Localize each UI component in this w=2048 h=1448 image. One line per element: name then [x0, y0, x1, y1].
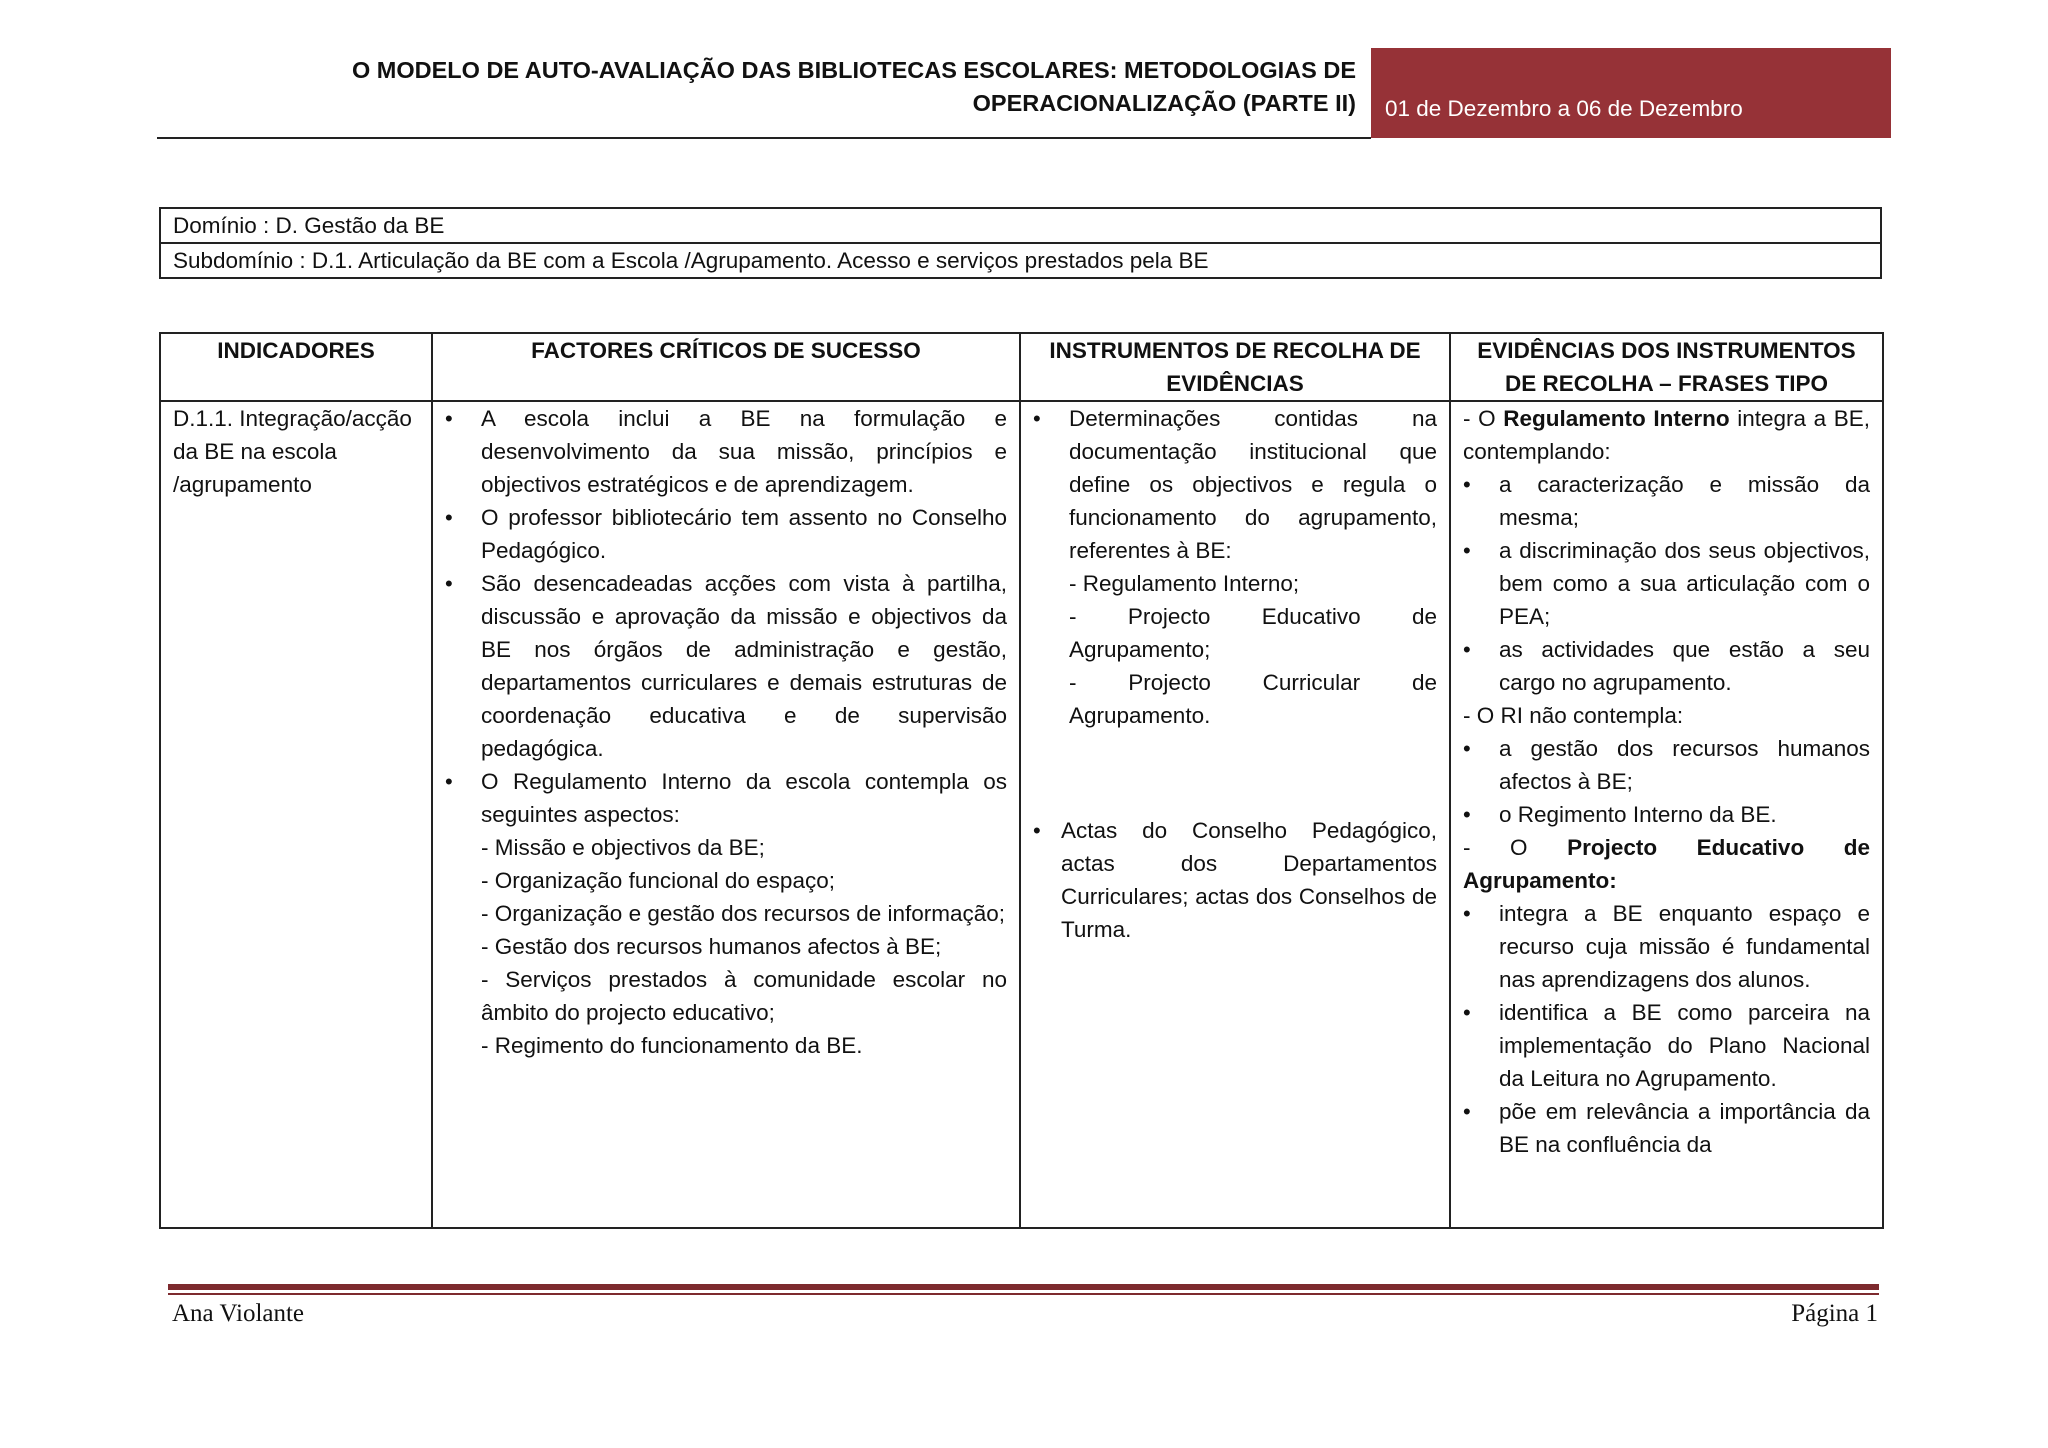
indicador-text: D.1.1. Integração/acção da BE na escola /agrupamento	[173, 406, 412, 497]
factor-bullet: • O Regulamento Interno da escola contempla os seguintes aspectos:	[445, 765, 1007, 831]
header-title-line2: OPERACIONALIZAÇÃO (PARTE II)	[972, 90, 1356, 116]
evidencia-bullet: • põe em relevância a importância da BE na confluência da	[1463, 1095, 1870, 1161]
factor-subitem: - Organização funcional do espaço;	[481, 868, 835, 893]
ri-suffix: integra a BE, contemplando:	[1463, 406, 1870, 464]
factor-subitem: - Missão e objectivos da BE;	[481, 835, 765, 860]
evidencia-bullet: • integra a BE enquanto espaço e recurso cuja missão é fundamental nas aprendizagens dos alunos.	[1463, 897, 1870, 996]
instrumento-subitem: - Projecto Educativo de Agrupamento;	[1069, 604, 1437, 662]
evidencia-ri-not: - O RI não contempla:	[1463, 703, 1684, 728]
factor-subitem: - Organização e gestão dos recursos de informação;	[481, 901, 1006, 926]
evidencia-ri-intro	[1463, 402, 1870, 468]
spacer	[1033, 732, 1437, 814]
footer-page-number: Página 1	[1791, 1300, 1878, 1327]
header-factores: FACTORES CRÍTICOS DE SUCESSO	[432, 333, 1020, 401]
header-indicadores: INDICADORES	[160, 333, 432, 401]
instrumento-bullet: • Determinações contidas na documentação institucional que define os objectivos e regula o funcionamento do agrupamento, referentes à BE:	[1033, 402, 1437, 567]
evidencia-bullet: • o Regimento Interno da BE.	[1463, 798, 1870, 831]
instrumentos-cell	[1020, 401, 1450, 1228]
header-rule	[157, 137, 1371, 139]
domain-table	[159, 207, 1882, 279]
table-header-row	[160, 333, 1883, 401]
document-header-title	[160, 54, 1356, 120]
header-date-range: 01 de Dezembro a 06 de Dezembro	[1385, 96, 1743, 121]
footer-author: Ana Violante	[172, 1300, 305, 1327]
footer-rule	[168, 1284, 1879, 1290]
factor-subitem: - Serviços prestados à comunidade escolar no âmbito do projecto educativo;	[481, 967, 1007, 1025]
ri-prefix: - O	[1463, 406, 1504, 431]
factor-subitem: - Gestão dos recursos humanos afectos à BE;	[481, 934, 942, 959]
pe-bold: Projecto Educativo de Agrupamento:	[1463, 835, 1870, 893]
evidencia-bullet: • a discriminação dos seus objectivos, bem como a sua articulação com o PEA;	[1463, 534, 1870, 633]
header-title-line1: O MODELO DE AUTO-AVALIAÇÃO DAS BIBLIOTECAS ESCOLARES: METODOLOGIAS DE	[351, 57, 1356, 83]
evidencia-bullet: • a gestão dos recursos humanos afectos à BE;	[1463, 732, 1870, 798]
evidencia-bullet: • a caracterização e missão da mesma;	[1463, 468, 1870, 534]
factor-bullet: • A escola inclui a BE na formulação e desenvolvimento da sua missão, princípios e objectivos estratégicos e de aprendizagem.	[445, 402, 1007, 501]
subdominio-cell: Subdomínio : D.1. Articulação da BE com a Escola /Agrupamento. Acesso e serviços prestados pela BE	[160, 243, 1881, 278]
dominio-cell: Domínio : D. Gestão da BE	[160, 208, 1881, 243]
factor-subitem: - Regimento do funcionamento da BE.	[481, 1033, 863, 1058]
table-row	[160, 401, 1883, 1228]
header-evidencias: EVIDÊNCIAS DOS INSTRUMENTOS DE RECOLHA – FRASES TIPO	[1450, 333, 1883, 401]
factores-cell	[432, 401, 1020, 1228]
instrumento-bullet: • Actas do Conselho Pedagógico, actas dos Departamentos Curriculares; actas dos Conselhos de Turma.	[1033, 814, 1437, 946]
header-date-box	[1371, 48, 1891, 138]
instrumento-subitem: - Projecto Curricular de Agrupamento.	[1069, 670, 1437, 728]
factor-bullet: • O professor bibliotecário tem assento no Conselho Pedagógico.	[445, 501, 1007, 567]
evidencia-pe-intro	[1463, 831, 1870, 897]
footer-rule-thin	[168, 1293, 1879, 1295]
pe-prefix: - O	[1463, 835, 1568, 860]
evidencia-bullet: • as actividades que estão a seu cargo no agrupamento.	[1463, 633, 1870, 699]
evidencias-cell	[1450, 401, 1883, 1228]
ri-bold: Regulamento Interno	[1503, 406, 1730, 431]
factor-bullet: • São desencadeadas acções com vista à partilha, discussão e aprovação da missão e objectivos da BE nos órgãos de administração e gestão, departamentos curriculares e demais estruturas de coordenação educativa e de supervisão pedagógica.	[445, 567, 1007, 765]
indicators-table	[159, 332, 1884, 1229]
instrumento-subitem: - Regulamento Interno;	[1069, 571, 1300, 596]
header-instrumentos: INSTRUMENTOS DE RECOLHA DE EVIDÊNCIAS	[1020, 333, 1450, 401]
indicador-cell	[160, 401, 432, 1228]
evidencia-bullet: • identifica a BE como parceira na implementação do Plano Nacional da Leitura no Agrupamento.	[1463, 996, 1870, 1095]
